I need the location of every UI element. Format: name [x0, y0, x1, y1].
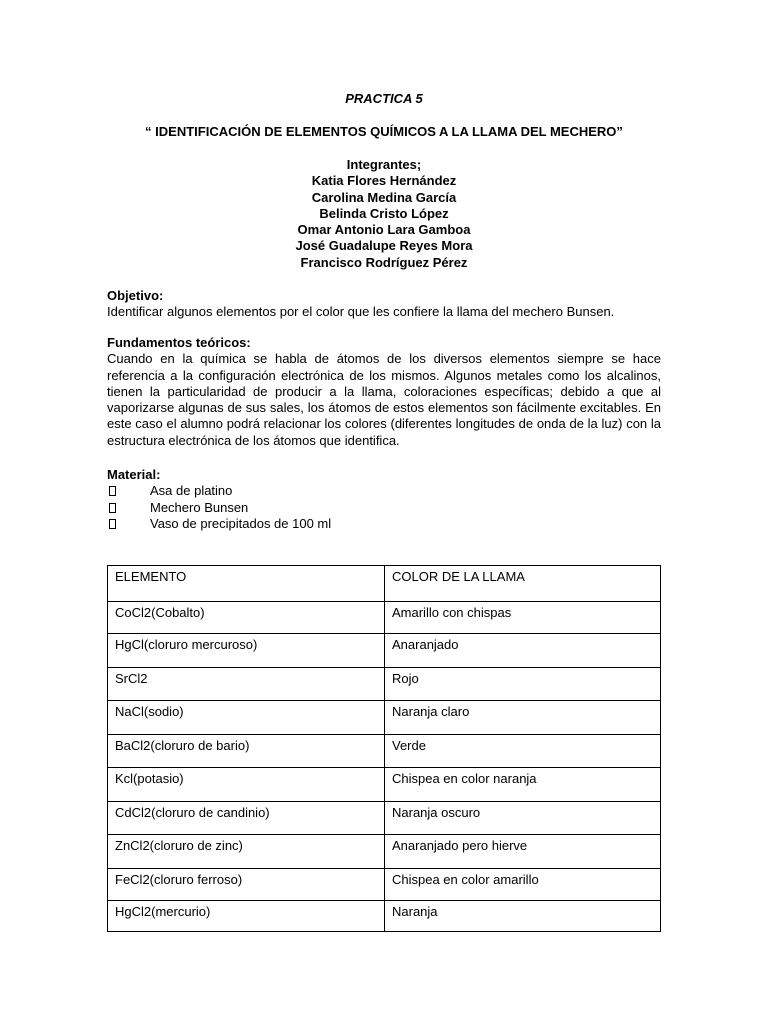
table-cell-color: Chispea en color amarillo — [385, 869, 661, 901]
table-row — [108, 768, 661, 802]
objective-heading: Objetivo: — [107, 288, 164, 303]
member-name: Belinda Cristo López — [319, 205, 449, 221]
table-cell-element: BaCl2(cloruro de bario) — [108, 735, 385, 768]
table-cell-element: HgCl(cloruro mercuroso) — [108, 634, 385, 668]
table-header-cell: COLOR DE LA LLAMA — [385, 566, 661, 602]
member-name: Francisco Rodríguez Pérez — [300, 254, 468, 270]
material-item-label: Mechero Bunsen — [150, 499, 249, 515]
checkbox-bullet-icon — [109, 519, 116, 529]
table-cell-color: Chispea en color naranja — [385, 768, 661, 802]
table-cell-color: Anaranjado — [385, 634, 661, 668]
table-cell-color: Naranja claro — [385, 701, 661, 735]
table-row — [108, 802, 661, 835]
table-row — [108, 735, 661, 768]
member-name: José Guadalupe Reyes Mora — [295, 238, 473, 254]
flame-color-table — [107, 565, 661, 932]
material-item — [107, 516, 661, 532]
material-section — [107, 467, 661, 532]
checkbox-bullet-icon — [109, 486, 116, 496]
table-cell-element: HgCl2(mercurio) — [108, 901, 385, 932]
objective-text: Identificar algunos elementos por el color que les confiere la llama del mechero Bunsen. — [107, 304, 615, 320]
table-row — [108, 602, 661, 634]
table-cell-element: SrCl2 — [108, 668, 385, 701]
document-subtitle: “ IDENTIFICACIÓN DE ELEMENTOS QUÍMICOS A LA LLAMA DEL MECHERO” — [145, 124, 623, 139]
theory-section — [107, 335, 661, 449]
table-row — [108, 869, 661, 901]
member-name: Carolina Medina García — [311, 189, 457, 205]
table-row — [108, 668, 661, 701]
table-cell-element: NaCl(sodio) — [108, 701, 385, 735]
material-item — [107, 500, 661, 516]
objective-section — [107, 288, 661, 321]
table-header-cell: ELEMENTO — [108, 566, 385, 602]
table-cell-color: Naranja — [385, 901, 661, 932]
table-cell-element: CoCl2(Cobalto) — [108, 602, 385, 634]
table-cell-color: Verde — [385, 735, 661, 768]
material-item — [107, 483, 661, 499]
table-cell-element: FeCl2(cloruro ferroso) — [108, 869, 385, 901]
members-heading: Integrantes; — [346, 157, 422, 172]
table-header-row — [108, 566, 661, 602]
table-cell-element: CdCl2(cloruro de candinio) — [108, 802, 385, 835]
table-row — [108, 634, 661, 668]
table-cell-color: Anaranjado pero hierve — [385, 835, 661, 869]
member-name: Omar Antonio Lara Gamboa — [297, 222, 471, 238]
table-row — [108, 901, 661, 932]
table-cell-element: Kcl(potasio) — [108, 768, 385, 802]
material-item-label: Vaso de precipitados de 100 ml — [150, 515, 332, 531]
table-cell-color: Amarillo con chispas — [385, 602, 661, 634]
member-name: Katia Flores Hernández — [311, 173, 457, 189]
checkbox-bullet-icon — [109, 503, 116, 513]
material-item-label: Asa de platino — [150, 483, 233, 499]
table-row — [108, 701, 661, 735]
table-cell-element: ZnCl2(cloruro de zinc) — [108, 835, 385, 869]
members-block — [107, 157, 661, 271]
table-row — [108, 835, 661, 869]
theory-text: Cuando en la química se habla de átomos de los diversos elementos siempre se hace referencia a la configuración electrónica de los mismos. Algunos metales como los alcalinos, tienen la particularidad de producir a la llama, coloraciones específicas; debido a que al vaporizarse algunas de sus sales, los átomos de estos elementos son fácilmente excitables. En este caso el alumno podrá relacionar los colores (diferentes longitudes de onda de la luz) con la estructura electrónica de los átomos que identifica. — [107, 351, 661, 448]
theory-heading: Fundamentos teóricos: — [107, 335, 251, 350]
table-cell-color: Rojo — [385, 668, 661, 701]
table-cell-color: Naranja oscuro — [385, 802, 661, 835]
document-title: PRACTICA 5 — [345, 91, 423, 106]
material-heading: Material: — [107, 467, 161, 482]
